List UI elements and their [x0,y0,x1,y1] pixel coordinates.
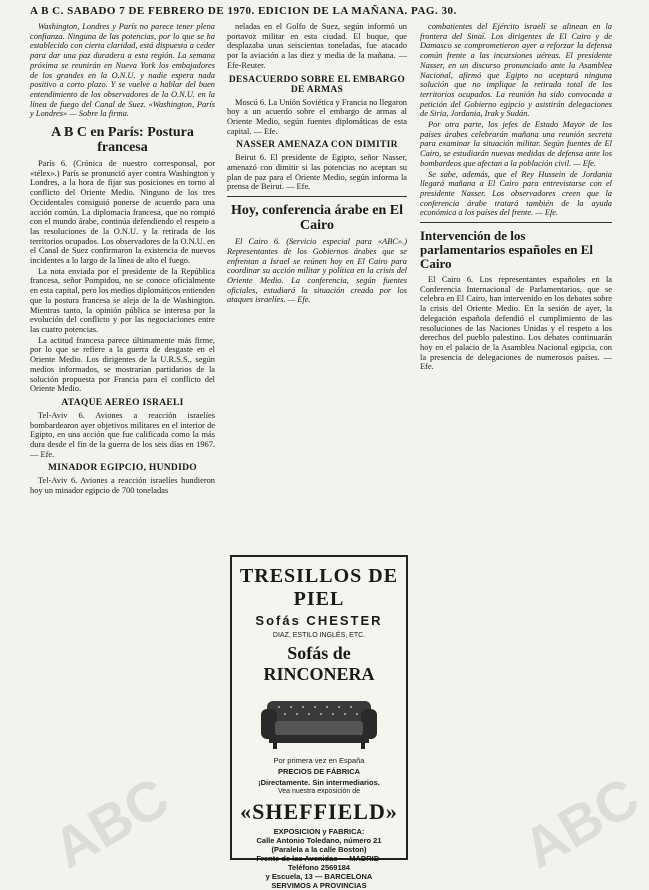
ad-rinconera: Sofás de RINCONERA [263,643,375,684]
watermark-abc: ABC [42,764,179,881]
ad-subtitle: Sofás CHESTER [255,613,383,628]
advertisement-sheffield [230,555,408,890]
subheading-nasser: NASSER AMENAZA CON DIMITIR [236,140,398,151]
article-intro: Washington, Londres y París no parece tener plena confianza. Ninguna de las potencias, por lo que se ha establecido con cierta claridad, está dispuesta a ceder para dar una paz duradera a esta región. La semana próxima se reunirán en Nueva York los embajadores de los grandes en la O.N.U. y nadie espera nada positivo a corto plazo. Y se vuelve a hablar del buen entendimiento de los observadores de la O.N.U. en la línea de fuego del Canal de Suez. «Washington, París y Londres» — Sobre la firma. [30,22,215,119]
paragraph: Tel-Aviv 6. Aviones a reacción israelíes hundieron hoy un minador egipcio de 700 toneladas [30,476,215,496]
divider [420,222,612,223]
subheading-ataque: ATAQUE AEREO ISRAELI [61,397,184,408]
column-1 [30,22,215,862]
paragraph: combatientes del Ejército israelí se alinean en la frontera del Sinaí. Los dirigentes de El Cairo y de Damasco se comprometieron ayer a reforzar la defensa común frente a las incursiones aéreas. El presidente Nasser, en un discurso pronunciado ante la Asamblea Nacional, afirmó que Egipto no aceptará ninguna solución que no implique la retirada total de los territorios ocupados. La reunión ha sido convocada a petición del Gobierno egipcio y asistirán delegaciones de Siria, Jordania, Irak y Sudán. [420,22,612,119]
column-2 [227,22,407,552]
subheading-embargo: DESACUERDO SOBRE EL EMBARGO DE ARMAS [228,74,406,95]
ad-brand: «SHEFFIELD» [240,799,398,824]
ad-address: SERVIMOS A PROVINCIAS [271,881,367,890]
ad-address: Teléfono 2569184 [288,863,350,872]
ad-line: DIAZ, ESTILO INGLÉS, ETC. [272,632,366,639]
ad-address: EXPOSICION y FABRICA: [273,827,365,836]
paragraph: Tel-Aviv 6. Aviones a reacción israelíes bombardearon ayer objetivos militares en el interior de Egipto, en una acción que fue calificada como la más dura desde el fin de la guerra de los seis días en 1967. — Efe. [30,410,215,459]
ad-line: Vea nuestra exposición de [277,788,361,795]
headline-conferencia: Hoy, conferencia árabe en El Cairo [231,203,403,234]
ad-address: Calle Antonio Toledano, número 21 [256,836,382,845]
ad-address: Frente de las Avenidas — MADRID- [256,854,382,863]
divider [227,196,407,197]
ad-line: ¡Directamente. Sin intermediarios. [258,778,380,787]
ad-address: (Paralela a la calle Boston) [271,845,367,854]
paragraph: La actitud francesa parece últimamente más firme, por lo que se refiere a la guerra de desgaste en el Oriente Medio. Los dirigentes de la U.R.S.S., según medios informados, se mostrarían partidarios de la solución propuesta por Francia para el conflicto del Oriente Medio. [30,335,215,394]
paragraph: neladas en el Golfo de Suez, según informó un portavoz militar en esta ciudad. El buque, que desplazaba unas seiscientas toneladas, fue atacado por la aviación a las diez y media de la mañana. — Efe-Reuter. [227,22,407,70]
paragraph: La nota enviada por el presidente de la República francesa, señor Pompidou, no se conoce oficialmente en esta capital, pero los medios diplomáticos entienden que la postura francesa se aleja de la de Washington. Mientras tanto, la opinión pública se interesa por la evolución del conflicto y por las negociaciones entre las cuatro potencias. [30,266,215,334]
column-3 [420,22,612,862]
ad-address: y Escuela, 13 — BARCELONA [265,872,373,881]
paragraph: París 6. (Crónica de nuestro corresponsal, por «télex».) París se pronunció ayer contra Washington y Londres, a la hora de fijar sus posiciones en torno al conflicto del Oriente Medio. Ninguno de los tres Occidentales consiguió ponerse de acuerdo para una acción común. La diplomacia francesa, que no rompió con el mundo árabe, continúa defendiendo el respeto a las resoluciones de la O.N.U. y la retirada de los territorios ocupados. Los observadores de la O.N.U. en el Canal de Suez confirmaron la existencia de nuevos incidentes a lo largo de la línea de alto el fuego. [30,159,215,266]
subheading-minador: MINADOR EGIPCIO, HUNDIDO [48,463,197,474]
paragraph: Beirut 6. El presidente de Egipto, señor Nasser, amenazó con dimitir si las potencias no aceptan su plan de paz para el Oriente Medio, según informa la prensa de Beirut. — Efe. [227,153,407,192]
page-header: A B C. SABADO 7 DE FEBRERO DE 1970. EDICION DE LA MAÑANA. PAG. 30. [30,5,457,17]
paragraph: El Cairo 6. (Servicio especial para «ABC».) Representantes de los Gobiernos árabes que se enfrentan a Israel se reúnen hoy en El Cairo para coordinar su acción militar y política en la crisis del Oriente Medio. La conferencia, según fuentes oficiales, estudiará la situación creada por los ataques israelíes. — Efe. [227,237,407,305]
watermark-abc: ABC [512,764,649,881]
ad-line: PRECIOS DE FÁBRICA [277,767,361,776]
ad-title: TRESILLOS DE PIEL [239,565,399,610]
sofa-illustration [259,691,379,753]
ad-line: Por primera vez en España [273,756,365,765]
paragraph: El Cairo 6. Los representantes españoles en la Conferencia Internacional de Parlamentarios, que se celebra en El Cairo, han intervenido en los debates sobre la crisis del Oriente Medio. En la sesión de ayer, la delegación española defendió el cumplimiento de las resoluciones de las Naciones Unidas y el respeto a los derechos del pueblo palestino. Los debates continuarán hoy en el palacio de la Asamblea Nacional egipcia, con la presencia de delegaciones de numerosos países. — Efe. [420,275,612,372]
paragraph: Se sabe, además, que el Rey Hussein de Jordania llegará mañana a El Cairo para entrevistarse con el presidente Nasser. Los observadores creen que la conferencia árabe tratará también de la ayuda económica a los países del frente. — Efe. [420,169,612,218]
headline-parlamentarios: Intervención de los parlamentarios españoles en El Cairo [420,228,593,272]
headline-paris: A B C en París: Postura francesa [51,125,194,156]
paragraph: Moscú 6. La Unión Soviética y Francia no llegaron hoy a un acuerdo sobre el embargo de armas al Oriente Medio, según fuentes diplomáticas de esta capital. — Efe. [227,97,407,136]
paragraph: Por otra parte, los jefes de Estado Mayor de los países árabes celebrarán mañana una reunión secreta para examinar la situación militar. Según fuentes de El Cairo, se estudiarán nuevas medidas de defensa ante los bombardeos que afectan a la población civil. — Efe. [420,120,612,168]
